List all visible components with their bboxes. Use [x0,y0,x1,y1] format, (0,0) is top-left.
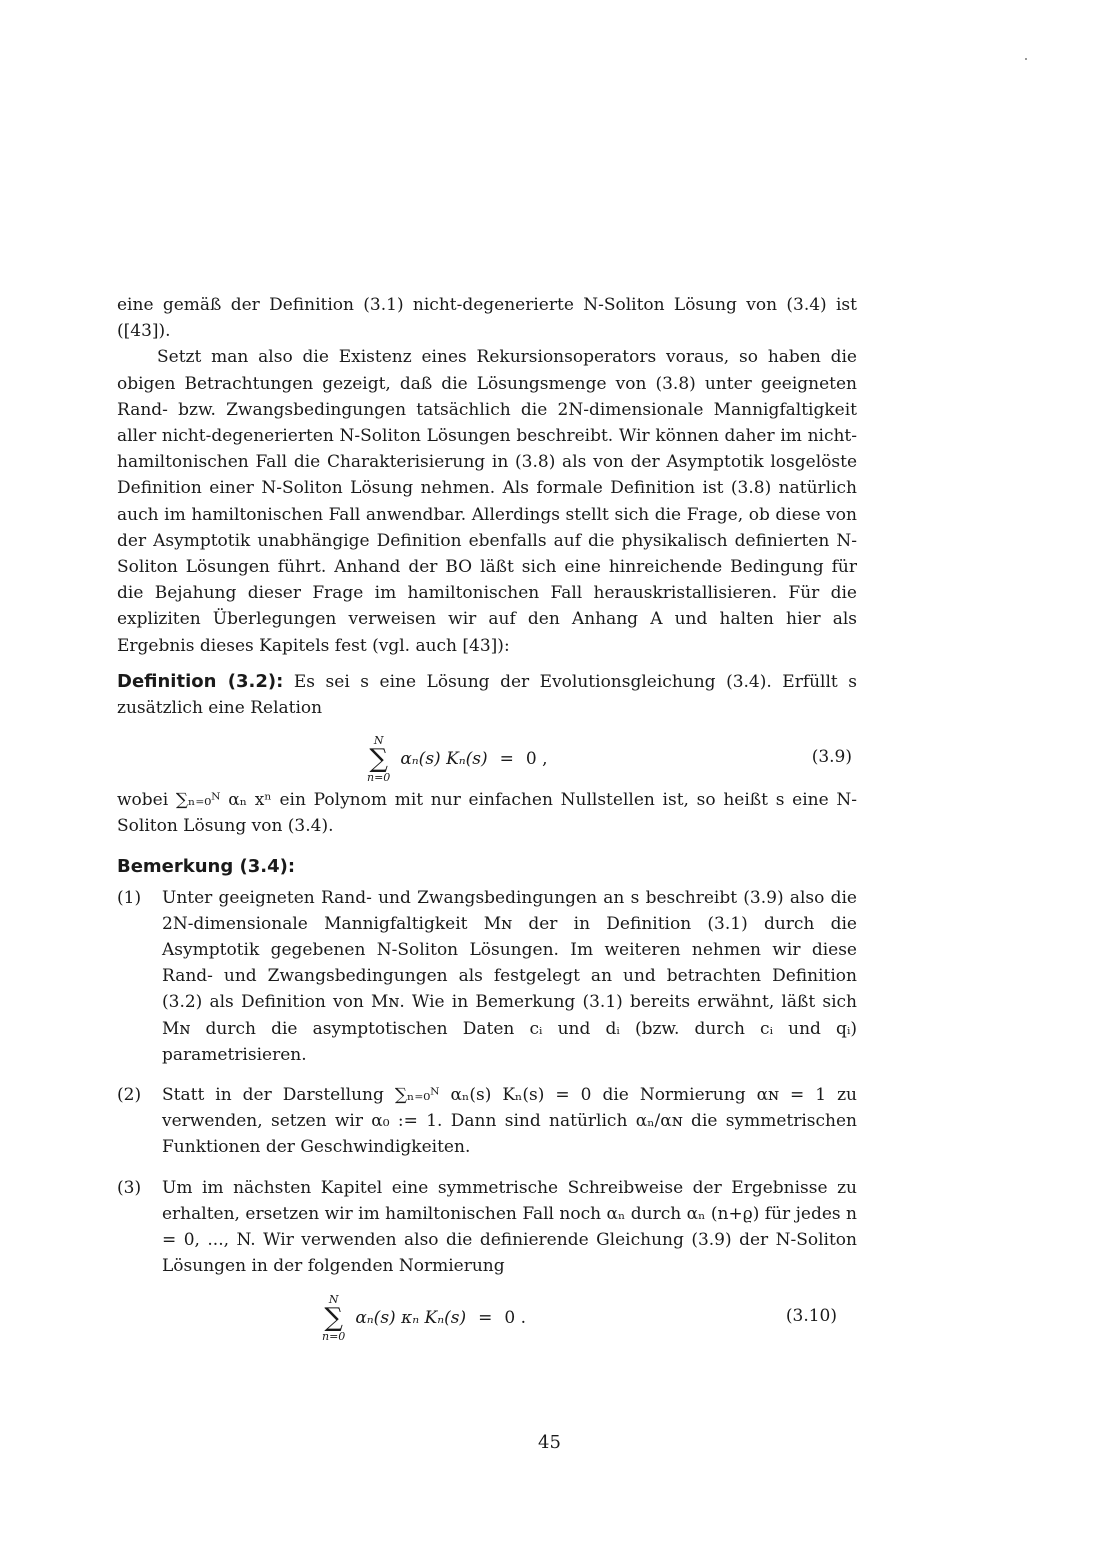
definition-text: Es sei s eine Lösung der Evolutionsgleichung (3.4). Erfüllt s zusätzlich eine Relation [117,671,858,719]
definition-conclusion: wobei ∑ₙ₌₀ᴺ αₙ xⁿ ein Polynom mit nur einfachen Nullstellen ist, so heißt s eine N-Soliton Lösung von (3.4). [117,790,857,837]
sum-upper-limit: N [373,734,384,748]
list-item-text: Statt in der Darstellung ∑ₙ₌₀ᴺ αₙ(s) Kₙ(s) = 0 die Normierung αɴ = 1 zu verwenden, setzen wir α₀ := 1. Dann sind natürlich αₙ/αɴ die symmetrischen Funktionen der Geschwindigkeiten. [162,1085,857,1158]
sum-lower-limit: n=0 [322,1329,346,1343]
list-item-number: (3) [117,1177,142,1198]
sigma-glyph: ∑ [369,744,388,775]
equation-operator: = [499,749,514,770]
main-paragraph: Setzt man also die Existenz eines Rekursionsoperators voraus, so haben die obigen Betrachtungen gezeigt, daß die Lösungsmenge von (3.8) unter geeigneten Rand- bzw. Zwangsbedingungen tatsächlich die 2N-dimensionale Mannigfaltigkeit aller nicht-degenerierten N-Soliton Lösungen beschreibt. Wir können daher im nicht-hamiltonischen Fall die Charakterisierung in (3.8) als von der Asymptotik losgelöste Definition einer N-Soliton Lösung nehmen. Als formale Definition ist (3.8) natürlich auch im hamiltonischen Fall anwendbar. Allerdings stellt sich die Frage, ob diese von der Asymptotik unabhängige Definition ebenfalls auf die physikalisch definierten N-Soliton Lösungen führt. Anhand der BO läßt sich eine hinreichende Bedingung für die Bejahung dieser Frage im hamiltonischen Fall herauskristallisieren. Für die expliziten Überlegungen verweisen wir auf den Anhang A und halten hier als Ergebnis dieses Kapitels fest (vgl. auch [43]): [117,347,857,656]
list-item-number: (2) [117,1085,142,1106]
sum-lower-limit: n=0 [367,771,391,785]
list-item [117,1082,857,1161]
page-number: 45 [538,1432,561,1453]
sum-upper-limit: N [328,1292,339,1306]
page-body [117,292,857,1356]
sum-symbol [322,1294,345,1342]
sum-symbol [367,735,390,783]
equation-3-9-body [367,735,548,783]
remark-list [117,885,857,1342]
equation-number: (3.10) [785,1305,837,1326]
list-item [117,1175,857,1342]
list-item-text: Um im nächsten Kapitel eine symmetrische Schreibweise der Ergebnisse zu erhalten, ersetzen wir im hamiltonischen Fall noch αₙ durch αₙ (n+ϱ) für jedes n = 0, ..., N. Wir verwenden also die definierende Gleichung (3.9) der N-Soliton Lösungen in der folgenden Normierung [162,1177,857,1277]
scan-artifact [1025,58,1027,60]
list-item-text: Unter geeigneten Rand- und Zwangsbedingungen an s beschreibt (3.9) also die 2N-dimensionale Mannigfaltigkeit Mɴ der in Definition (3.1) durch die Asymptotik gegebenen N-Soliton Lösungen. Im weiteren nehmen wir diese Rand- und Zwangsbedingungen als festgelegt an und betrachten Definition (3.2) als Definition von Mɴ. Wie in Bemerkung (3.1) bereits erwähnt, läßt sich Mɴ durch die asymptotischen Daten cᵢ und dᵢ (bzw. durch cᵢ und qᵢ) parametrisieren. [162,887,857,1065]
definition-heading: Definition (3.2): [117,670,284,692]
equation-number: (3.9) [811,747,852,768]
equation-rhs: 0 . [504,1307,526,1328]
list-item [117,885,857,1068]
intro-paragraph: eine gemäß der Definition (3.1) nicht-degenerierte N-Soliton Lösung von (3.4) ist ([43]). [117,295,857,342]
definition-block [117,669,857,721]
equation-term: αₙ(s) κₙ Kₙ(s) [355,1307,467,1328]
equation-3-10-body [322,1294,526,1342]
equation-rhs: 0 , [525,749,548,770]
sigma-glyph: ∑ [324,1302,343,1333]
remark-heading: Bemerkung (3.4): [117,855,296,877]
equation-operator: = [478,1307,493,1328]
equation-3-9 [117,725,857,783]
list-item-number: (1) [117,887,142,908]
equation-3-10 [162,1284,857,1342]
equation-term: αₙ(s) Kₙ(s) [400,749,488,770]
